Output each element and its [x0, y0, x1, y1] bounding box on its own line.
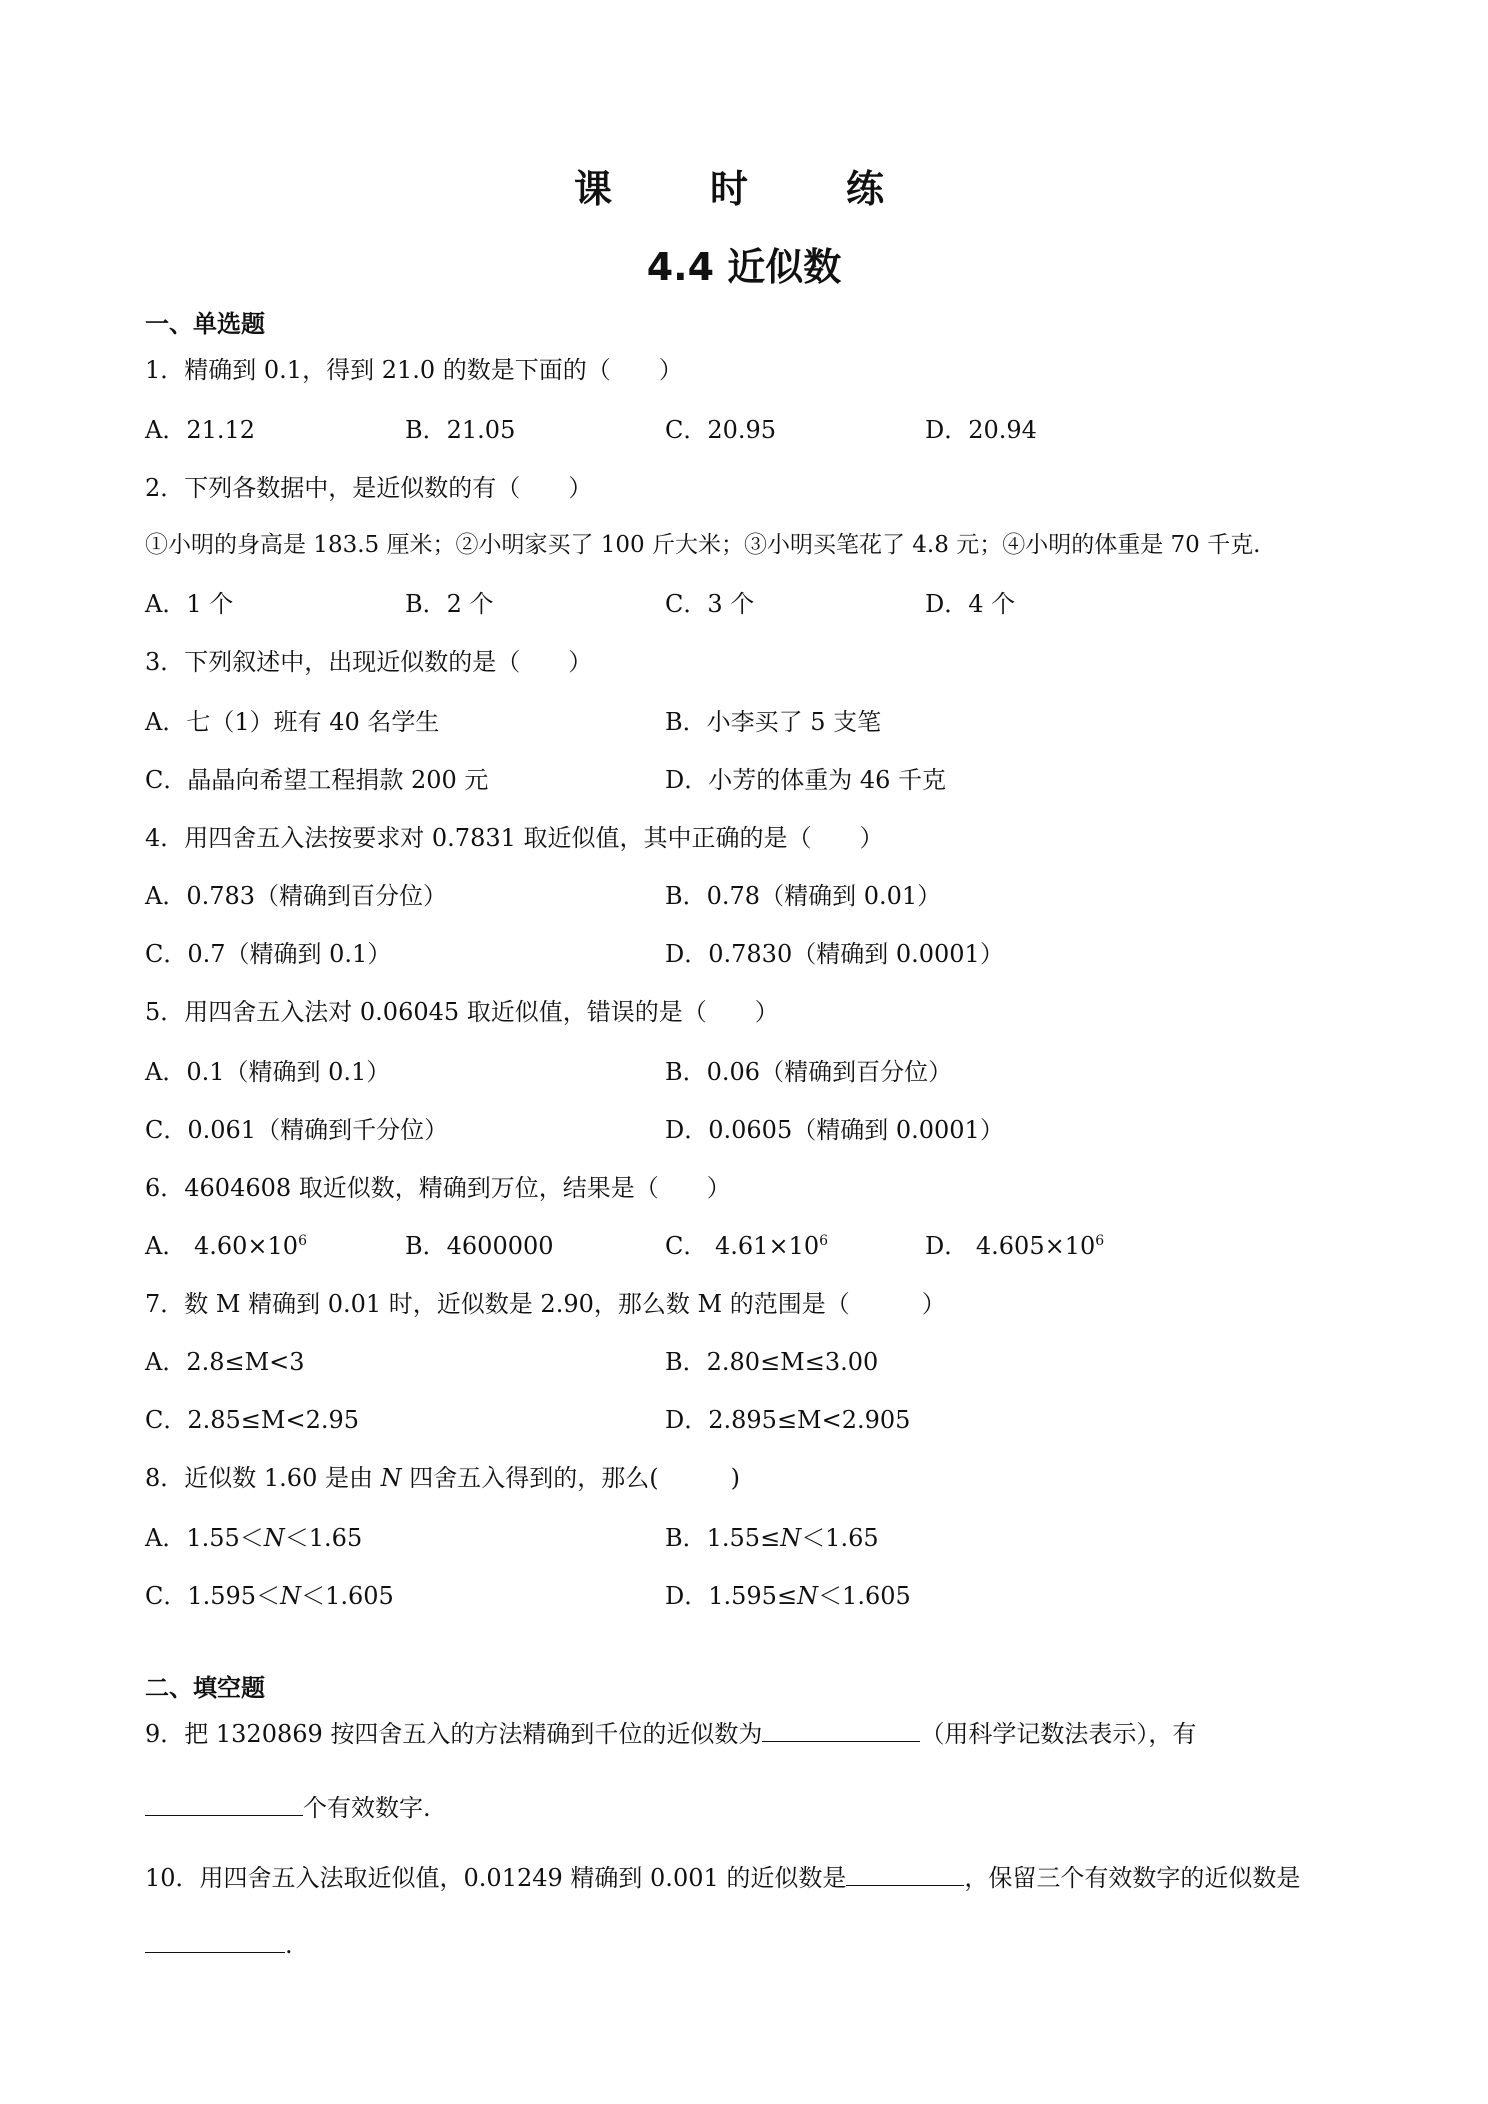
q8-option-c-prefix: C．1.595＜ [145, 1582, 281, 1610]
q3-option-b: B．小李买了 5 支笔 [665, 708, 882, 736]
q6-option-a [145, 1226, 307, 1261]
q8-option-c-variable: N [280, 1582, 302, 1610]
section-fill-blank: 二、填空题 [145, 1674, 265, 1702]
q5-option-d: D．0.0605（精确到 0.0001） [665, 1116, 1004, 1144]
q6-option-c [665, 1226, 828, 1261]
q9-blank-2 [145, 1793, 303, 1816]
question-9-line-2 [145, 1788, 431, 1823]
q1-option-a: A．21.12 [145, 416, 256, 444]
question-7-stem: 7．数 M 精确到 0.01 时，近似数是 2.90，那么数 M 的范围是（ ） [145, 1290, 946, 1318]
q8-option-b-prefix: B．1.55≤ [665, 1524, 781, 1552]
q6-option-c-value: 4.61×10 [715, 1232, 820, 1260]
q7-option-b: B．2.80≤M≤3.00 [665, 1348, 879, 1376]
question-2-detail: ①小明的身高是 183.5 厘米；②小明家买了 100 斤大米；③小明买笔花了 4.8 元；④小明的体重是 70 千克. [145, 532, 1261, 558]
q8-option-b-suffix: ＜1.65 [801, 1524, 879, 1552]
q6-option-a-value: 4.60×10 [193, 1232, 299, 1260]
q4-option-a: A．0.783（精确到百分位） [145, 882, 448, 910]
q6-option-d [925, 1226, 1104, 1261]
q7-option-c: C．2.85≤M<2.95 [145, 1406, 360, 1434]
page-title: 课 时 练 [573, 167, 914, 211]
q5-option-a: A．0.1（精确到 0.1） [145, 1058, 391, 1086]
q7-option-a: A．2.8≤M<3 [145, 1348, 305, 1376]
q1-option-c: C．20.95 [665, 416, 777, 444]
q6-option-d-value: 4.605×10 [975, 1232, 1096, 1260]
q10-text-1: 10．用四舍五入法取近似值，0.01249 精确到 0.001 的近似数是 [145, 1864, 847, 1892]
q8-option-b-variable: N [780, 1524, 802, 1552]
q8-option-a-suffix: ＜1.65 [284, 1524, 363, 1552]
q8-option-a [145, 1518, 362, 1553]
q9-text-2: （用科学记数法表示），有 [920, 1720, 1197, 1748]
q8-stem-suffix: 四舍五入得到的，那么( ) [401, 1464, 740, 1492]
q6-option-d-exponent: 6 [1095, 1233, 1105, 1249]
q2-option-c: C．3 个 [665, 590, 755, 618]
question-4-stem: 4．用四舍五入法按要求对 0.7831 取近似值，其中正确的是（ ） [145, 824, 884, 852]
question-10-line-2 [145, 1930, 293, 1959]
q3-option-a: A．七（1）班有 40 名学生 [145, 708, 440, 736]
question-5-stem: 5．用四舍五入法对 0.06045 取近似值，错误的是（ ） [145, 998, 779, 1026]
q6-option-a-letter: A． [145, 1232, 187, 1260]
q8-option-d-suffix: ＜1.605 [818, 1582, 911, 1610]
q10-text-3: . [285, 1931, 293, 1959]
q8-option-d-prefix: D．1.595≤ [665, 1582, 798, 1610]
q8-stem-prefix: 8．近似数 1.60 是由 [145, 1464, 381, 1492]
q6-option-d-letter: D． [925, 1232, 969, 1260]
q8-option-d-variable: N [797, 1582, 819, 1610]
page-subtitle: 4.4 近似数 [646, 245, 842, 289]
q8-variable: N [380, 1464, 402, 1492]
q4-option-c: C．0.7（精确到 0.1） [145, 940, 392, 968]
question-9-line-1 [145, 1714, 1196, 1749]
question-10-line-1 [145, 1858, 1300, 1893]
q9-text-1: 9．把 1320869 按四舍五入的方法精确到千位的近似数为 [145, 1720, 763, 1748]
q10-blank-1 [846, 1863, 964, 1886]
q8-option-c-suffix: ＜1.605 [301, 1582, 394, 1610]
q6-option-c-exponent: 6 [819, 1233, 829, 1249]
question-6-stem: 6．4604608 取近似数，精确到万位，结果是（ ） [145, 1174, 731, 1202]
q8-option-b [665, 1518, 879, 1553]
q4-option-d: D．0.7830（精确到 0.0001） [665, 940, 1004, 968]
q7-option-d: D．2.895≤M<2.905 [665, 1406, 911, 1434]
question-3-stem: 3．下列叙述中，出现近似数的是（ ） [145, 648, 593, 676]
q1-option-d: D．20.94 [925, 416, 1037, 444]
q9-blank-1 [762, 1719, 920, 1742]
q3-option-c: C．晶晶向希望工程捐款 200 元 [145, 766, 489, 794]
q2-option-a: A．1 个 [145, 590, 234, 618]
question-1-stem: 1．精确到 0.1，得到 21.0 的数是下面的（ ） [145, 356, 683, 384]
q8-option-d [665, 1576, 911, 1611]
q6-option-a-exponent: 6 [298, 1233, 307, 1249]
q2-option-d: D．4 个 [925, 590, 1016, 618]
q6-option-c-letter: C． [665, 1232, 708, 1260]
q9-text-3: 个有效数字. [303, 1794, 431, 1822]
q4-option-b: B．0.78（精确到 0.01） [665, 882, 942, 910]
q2-option-b: B．2 个 [405, 590, 494, 618]
q8-option-c [145, 1576, 394, 1611]
section-single-choice: 一、单选题 [145, 310, 265, 338]
q8-option-a-prefix: A．1.55＜ [145, 1524, 264, 1552]
q3-option-d: D．小芳的体重为 46 千克 [665, 766, 947, 794]
q5-option-c: C．0.061（精确到千分位） [145, 1116, 449, 1144]
q10-blank-2 [145, 1930, 285, 1953]
q6-option-b: B．4600000 [405, 1232, 554, 1260]
q1-option-b: B．21.05 [405, 416, 516, 444]
q5-option-b: B．0.06（精确到百分位） [665, 1058, 953, 1086]
question-2-stem: 2．下列各数据中，是近似数的有（ ） [145, 474, 593, 502]
question-8-stem [145, 1458, 740, 1493]
q8-option-a-variable: N [263, 1524, 285, 1552]
q10-text-2: ，保留三个有效数字的近似数是 [964, 1864, 1301, 1892]
